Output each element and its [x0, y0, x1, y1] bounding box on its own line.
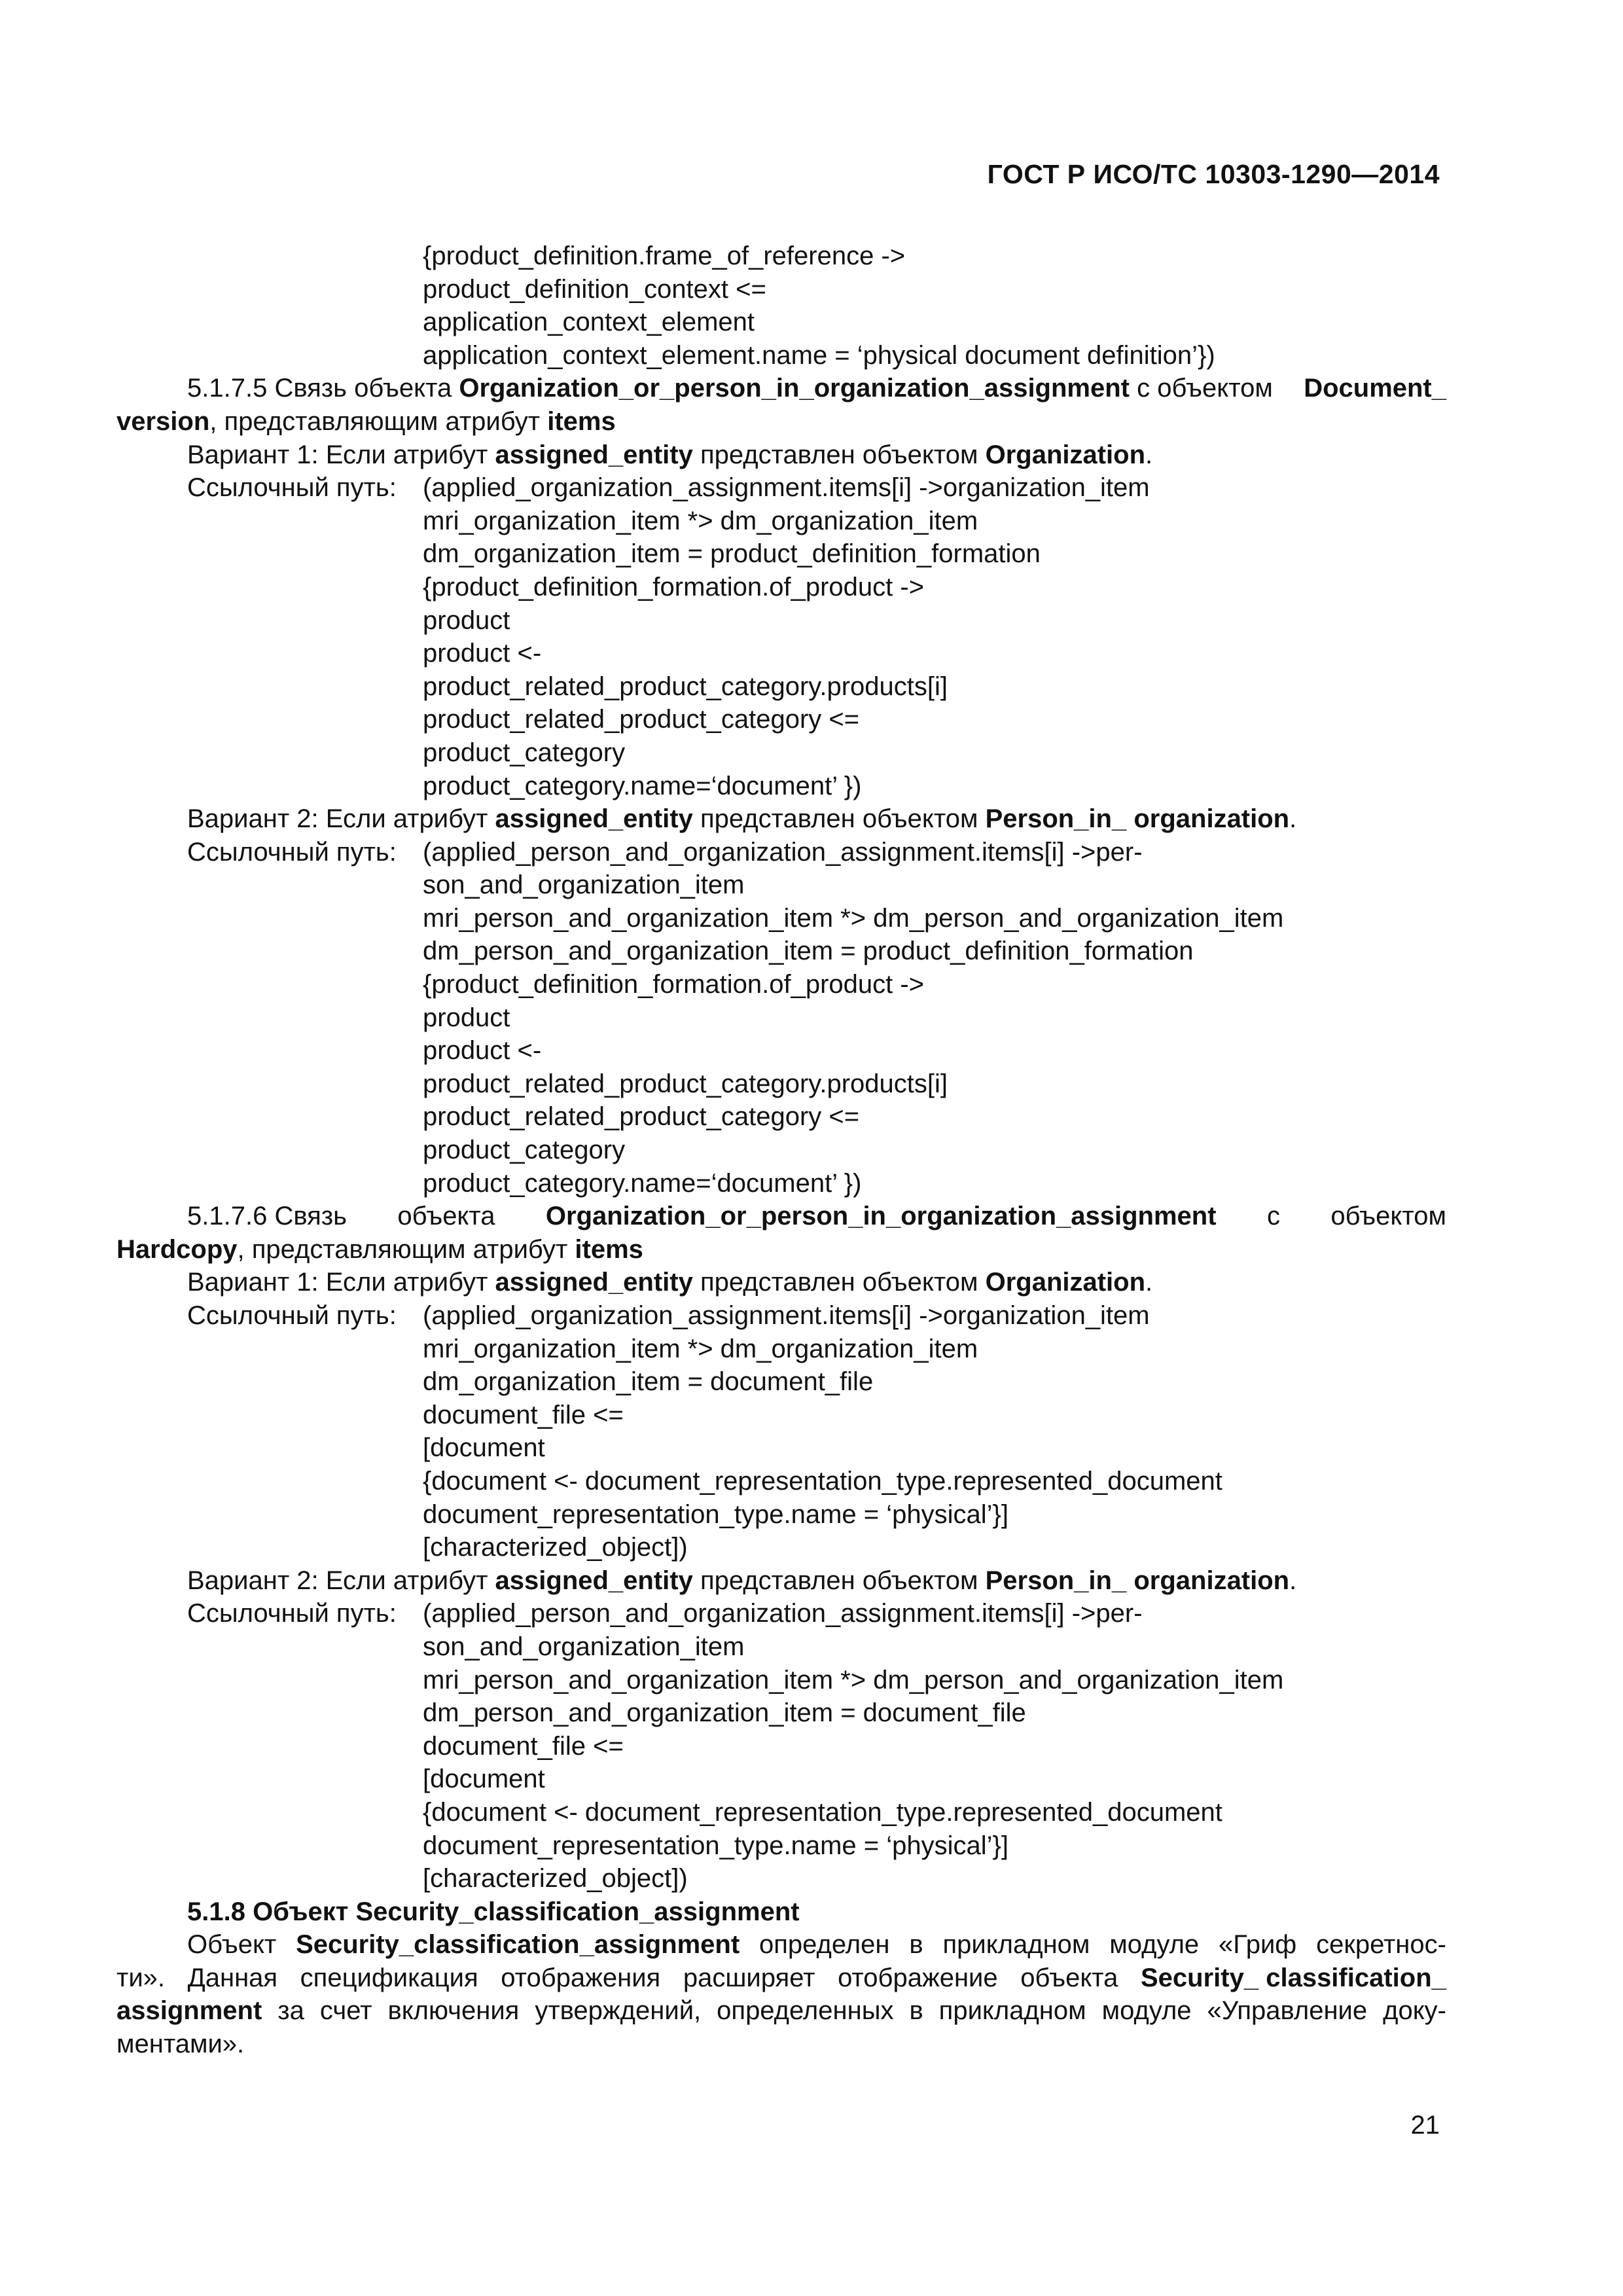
code-line: {product_definition_formation.of_product ->: [423, 572, 925, 601]
text: , представляющим атрибут: [209, 406, 548, 436]
code-line: product_category.name=‘document’ }): [423, 1168, 862, 1198]
code-line: product_category.name=‘document’ }): [423, 771, 862, 800]
reference-path-line: [116, 1299, 1446, 1333]
attribute-name: assigned_entity: [495, 804, 693, 834]
entity-name: Person_in_ organization: [985, 804, 1290, 834]
text: .: [1289, 804, 1297, 834]
text: за: [277, 1996, 304, 2026]
reference-path-line: [116, 836, 1446, 869]
text: секретнос-: [1316, 1930, 1446, 1960]
variant-2-line: [116, 802, 1446, 836]
entity-name: Person_in_ organization: [985, 1566, 1290, 1595]
code-line: mri_person_and_organization_item *> dm_person_and_organization_item: [423, 1665, 1284, 1695]
text: объекта: [1020, 1963, 1118, 1992]
code-line: son_and_organization_item: [423, 1632, 745, 1661]
variant-1-line: [116, 1266, 1446, 1299]
code-line: product: [423, 605, 510, 635]
code-line: product_related_product_category <=: [423, 1102, 860, 1132]
code-line: document_file <=: [423, 1400, 624, 1429]
entity-name: Organization_or_person_in_organization_assignment: [545, 1202, 1217, 1231]
section-heading-line: [116, 372, 1446, 405]
code-line: {product_definition.frame_of_reference ->: [423, 242, 906, 270]
code-line: product_related_product_category.products[i]: [423, 672, 948, 701]
code-line: product_related_product_category <=: [423, 705, 860, 734]
text: с: [1266, 1202, 1280, 1231]
code-line: dm_person_and_organization_item = document_file: [423, 1698, 1026, 1728]
page-content: [116, 240, 1446, 2061]
code-line: {document <- document_representation_type.represented_document: [423, 1466, 1222, 1496]
text: представлен объектом: [692, 440, 986, 469]
entity-name: Organization: [985, 440, 1146, 469]
paragraph-line: [116, 1928, 1446, 1962]
entity-name: Organization: [985, 1268, 1146, 1297]
entity-name: Organization_or_person_in_organization_assignment: [459, 374, 1130, 403]
text: счет: [319, 1996, 372, 2026]
text: представлен объектом: [692, 1566, 986, 1595]
code-line: mri_organization_item *> dm_organization_item: [423, 1334, 978, 1363]
text: прикладном: [942, 1930, 1090, 1960]
text: доку-: [1383, 1996, 1446, 2026]
text: Вариант 2: Если атрибут: [187, 804, 495, 834]
attribute-name: assigned_entity: [495, 1566, 693, 1595]
attribute-name: assigned_entity: [495, 1268, 693, 1297]
code-line: dm_person_and_organization_item = product_definition_formation: [423, 937, 1194, 966]
text: .: [1145, 440, 1153, 469]
entity-name: Document_: [1304, 374, 1446, 403]
variant-1-line: [116, 439, 1446, 472]
section-heading-line: [116, 1233, 1446, 1266]
code-line: application_context_element: [423, 308, 755, 337]
text: определен: [759, 1930, 890, 1960]
text: отображение: [838, 1963, 998, 1992]
text: в: [909, 1930, 923, 1960]
text: Объект: [187, 1930, 277, 1960]
paragraph-line: ментами».: [116, 2030, 245, 2059]
section-5-1-8: [116, 1895, 1446, 2061]
text: «Управление: [1207, 1996, 1368, 2026]
entity-name: Hardcopy: [116, 1234, 238, 1264]
code-line: document_representation_type.name = ‘physical’}]: [423, 1499, 1008, 1529]
reference-path-line: [116, 1597, 1446, 1630]
code-line: (applied_person_and_organization_assignment.items[i] ->per-: [423, 1599, 1143, 1628]
text: с объектом: [1130, 374, 1273, 403]
text: объекта: [397, 1202, 495, 1231]
text: .: [1289, 1566, 1297, 1595]
reference-path-label: Ссылочный путь:: [187, 1599, 397, 1628]
text: расширяет: [683, 1963, 815, 1992]
code-line: (applied_organization_assignment.items[i] ->organization_item: [423, 1301, 1150, 1330]
code-line: product <-: [423, 1036, 542, 1066]
text: представлен объектом: [692, 1268, 986, 1297]
text: .: [1145, 1268, 1153, 1297]
reference-path-label: Ссылочный путь:: [187, 473, 397, 503]
text: ти».: [116, 1963, 166, 1992]
entity-name: assignment: [116, 1996, 262, 2026]
code-line: application_context_element.name = ‘physical document definition’}): [423, 340, 1215, 370]
code-line: product_category: [423, 1136, 626, 1165]
text: модуле: [1101, 1996, 1192, 2026]
code-line: product_definition_context <=: [423, 274, 766, 304]
reference-path-line: [116, 471, 1446, 505]
code-line: product_category: [423, 738, 626, 767]
text: , представляющим атрибут: [237, 1234, 575, 1264]
text: представлен объектом: [692, 804, 986, 834]
text: Вариант 1: Если атрибут: [187, 1268, 495, 1297]
text: определенных: [717, 1996, 894, 2026]
code-line: {document <- document_representation_type.represented_document: [423, 1797, 1222, 1827]
code-line: [document: [423, 1765, 545, 1794]
text: модуле: [1109, 1930, 1200, 1960]
top-code-block: [116, 240, 1446, 372]
clause-number: 5.1.7.6 Связь: [187, 1202, 347, 1231]
entity-name: version: [116, 406, 210, 436]
text: спецификация: [300, 1963, 478, 1992]
code-line: mri_person_and_organization_item *> dm_person_and_organization_item: [423, 903, 1284, 933]
text: «Гриф: [1219, 1930, 1297, 1960]
attribute-name: items: [547, 406, 616, 436]
section-5-1-7-5: [116, 372, 1446, 1200]
clause-number: 5.1.7.5 Связь объекта: [187, 374, 459, 403]
reference-path-label: Ссылочный путь:: [187, 1301, 397, 1330]
entity-name: Security_classification_assignment: [296, 1930, 740, 1960]
code-line: mri_organization_item *> dm_organization_item: [423, 506, 978, 535]
section-heading: [116, 1895, 1446, 1929]
page-number: 21: [1410, 2111, 1440, 2140]
code-line: document_file <=: [423, 1731, 624, 1761]
text: утверждений,: [535, 1996, 702, 2026]
text: Вариант 1: Если атрибут: [187, 440, 495, 469]
text: в: [909, 1996, 923, 2026]
text: отображения: [501, 1963, 661, 1992]
section-heading-line: [116, 1200, 1446, 1233]
paragraph-line: [116, 1962, 1446, 1995]
code-line: product: [423, 1003, 510, 1032]
attribute-name: items: [575, 1234, 643, 1264]
text: включения: [387, 1996, 520, 2026]
code-line: [characterized_object]): [423, 1864, 688, 1893]
code-line: dm_organization_item = document_file: [423, 1367, 874, 1397]
code-line: {product_definition_formation.of_product ->: [423, 970, 925, 999]
text: Вариант 2: Если атрибут: [187, 1566, 495, 1595]
section-title: 5.1.8 Объект Security_classification_assignment: [187, 1897, 800, 1926]
code-line: [characterized_object]): [423, 1533, 688, 1562]
code-line: [document: [423, 1433, 545, 1463]
paragraph-line: [116, 1994, 1446, 2028]
entity-name: Security_ classification_: [1141, 1963, 1446, 1992]
code-line: son_and_organization_item: [423, 870, 745, 900]
variant-2-line: [116, 1564, 1446, 1598]
section-heading-line: [116, 405, 1446, 439]
standard-header: ГОСТ Р ИСО/ТС 10303-1290—2014: [987, 159, 1440, 189]
reference-path-label: Ссылочный путь:: [187, 837, 397, 867]
code-line: (applied_organization_assignment.items[i] ->organization_item: [423, 473, 1150, 503]
text: Данная: [187, 1963, 278, 1992]
section-5-1-7-6: [116, 1200, 1446, 1895]
attribute-name: assigned_entity: [495, 440, 693, 469]
code-line: dm_organization_item = product_definition_formation: [423, 539, 1041, 569]
code-line: product <-: [423, 639, 542, 668]
text: объектом: [1330, 1202, 1446, 1231]
code-line: document_representation_type.name = ‘physical’}]: [423, 1831, 1008, 1860]
code-line: (applied_person_and_organization_assignment.items[i] ->per-: [423, 837, 1143, 867]
code-line: product_related_product_category.products[i]: [423, 1069, 948, 1098]
text: прикладном: [938, 1996, 1086, 2026]
